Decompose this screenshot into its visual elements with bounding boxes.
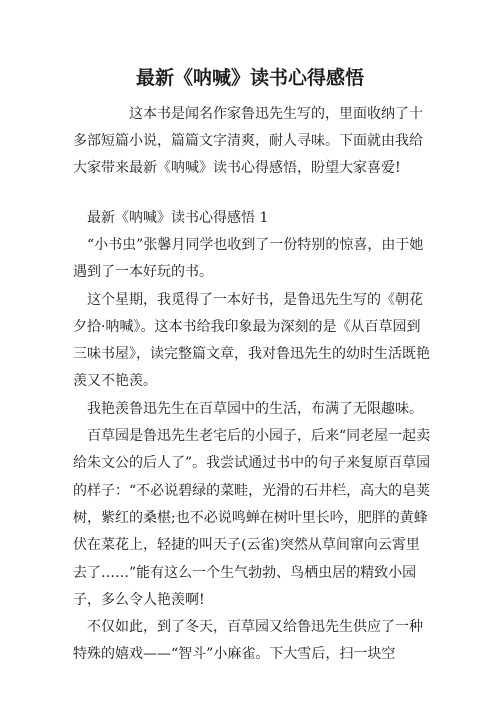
body-paragraph: “小书虫”张馨月同学也收到了一份特别的惊喜，由于她遇到了一本好玩的书。 (73, 237, 424, 281)
section-title: 最新《呐喊》读书心得感悟 1 (87, 210, 269, 226)
body-paragraph: 不仅如此，到了冬天，百草园又给鲁迅先生供应了一种特殊的嬉戏——“智斗”小麻雀。下大雪后，扫一块空 (73, 619, 423, 663)
body-paragraph: 这个星期，我觅得了一本好书，是鲁迅先生写的《朝花夕拾·呐喊》。这本书给我印象最为深刻的是《从百草园到三味书屋》，读完整篇文章，我对鲁迅先生的幼时生活既艳羡又不艳羡。 (73, 291, 430, 390)
body-paragraph: 我艳羡鲁迅先生在百草园中的生活，布满了无限趣味。 (87, 400, 423, 417)
document-title: 最新《呐喊》读书心得感悟 (135, 67, 364, 89)
article-body (73, 205, 433, 669)
body-paragraph: 百草园是鲁迅先生老宅后的小园子，后来“同老屋一起卖给朱文公的后人了”。我尝试通过书中的句子来复原百草园的样子：“不必说碧绿的菜畦，光滑的石井栏，高大的皂荚树，紫红的桑椹;也不必说鸣蝉在树叶里长吟，肥胖的黄蜂伏在菜花上，轻捷的叫天子(云雀)突然从草间窜向云霄里去了……”能有这么一个生气勃勃、鸟栖虫居的精致小园子，多么令人艳羡啊! (73, 428, 431, 608)
intro-paragraph: 这本书是闻名作家鲁迅先生写的，里面收纳了十多部短篇小说，篇篇文字清爽，耐人寻味。下面就由我给大家带来最新《呐喊》读书心得感悟，盼望大家喜爱! (73, 106, 423, 176)
